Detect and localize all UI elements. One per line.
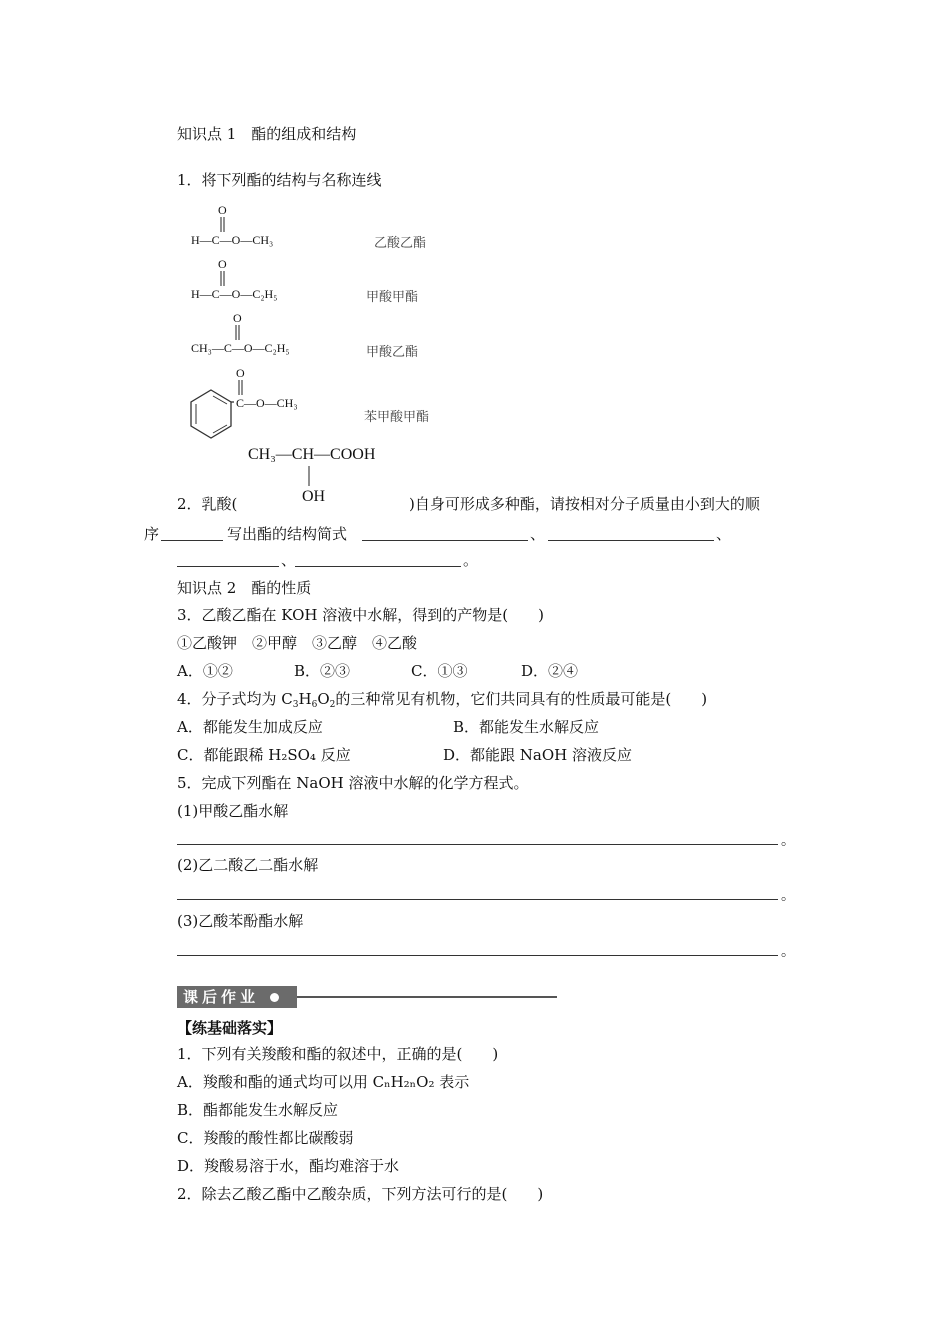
bond-line-icon xyxy=(306,466,312,486)
separator: 、 xyxy=(716,525,732,543)
option-b: B．都能发生水解反应 xyxy=(453,718,600,736)
line-end: 。 xyxy=(781,888,795,904)
lactic-acid-main: CH₃—CH—COOH xyxy=(248,446,376,463)
option-a: A．都能发生加成反应 xyxy=(177,718,323,736)
banner-divider xyxy=(297,996,557,998)
option-a: A．①② xyxy=(177,662,233,680)
subsection-title: 【练基础落实】 xyxy=(177,1019,283,1037)
option-d: D．②④ xyxy=(521,662,579,680)
blank-line xyxy=(295,566,461,567)
question-1-text: 1．将下列酯的结构与名称连线 xyxy=(177,171,382,189)
answer-line[interactable] xyxy=(177,899,778,900)
formula-subscript: 6 xyxy=(311,700,318,710)
line-end: 。 xyxy=(781,944,795,960)
ester-name-4: 苯甲酸甲酯 xyxy=(364,410,430,425)
formula-element: O xyxy=(317,690,330,708)
question-4-prefix: 4．分子式均为 C xyxy=(177,690,293,708)
homework-banner xyxy=(177,986,297,1008)
blank-line xyxy=(362,540,528,541)
line-end: 。 xyxy=(463,551,479,569)
separator: 、 xyxy=(530,525,546,543)
structure-row: CH₃—C—O—C₂H₅ xyxy=(191,341,290,355)
question-2-line2-b: 写出酯的结构简式 xyxy=(227,525,348,543)
option-c: C．①③ xyxy=(411,662,468,680)
ester-name-2: 甲酸甲酯 xyxy=(366,290,419,305)
formula-element: H xyxy=(298,690,312,708)
question-2-part-b: )自身可形成多种酯，请按相对分子质量由小到大的顺 xyxy=(409,495,760,513)
benzene-ring-icon xyxy=(188,388,234,440)
separator: 、 xyxy=(281,551,297,569)
carbonyl-o: O xyxy=(233,311,242,325)
bullet-dot-icon xyxy=(270,993,279,1002)
answer-line[interactable] xyxy=(177,955,778,956)
line-end: 。 xyxy=(781,833,795,849)
formula-subscript: 2 xyxy=(329,700,336,710)
option-a: A．羧酸和酯的通式均可以用 CₙH₂ₙO₂ 表示 xyxy=(177,1073,470,1091)
ester-name-1: 乙酸乙酯 xyxy=(374,236,427,251)
question-5-part-3: (3)乙酸苯酚酯水解 xyxy=(177,912,304,930)
option-c: C．都能跟稀 H₂SO₄ 反应 xyxy=(177,746,351,764)
question-5-part-2: (2)乙二酸乙二酯水解 xyxy=(177,856,319,874)
formula-subscript: 3 xyxy=(292,700,299,710)
structure-row: H—C—O—CH₃ xyxy=(191,233,274,247)
ester-name-3: 甲酸乙酯 xyxy=(366,345,419,360)
structure-row: H—C—O—C₂H₅ xyxy=(191,287,278,301)
carbonyl-o: O xyxy=(236,366,245,380)
option-d: D．羧酸易溶于水，酯均难溶于水 xyxy=(177,1157,400,1175)
answer-line[interactable] xyxy=(177,844,778,845)
blank-line xyxy=(161,540,223,541)
carbonyl-o: O xyxy=(218,203,227,217)
homework-question-2-text: 2．除去乙酸乙酯中乙酸杂质，下列方法可行的是( ) xyxy=(177,1185,544,1203)
blank-line xyxy=(548,540,714,541)
question-5-part-1: (1)甲酸乙酯水解 xyxy=(177,802,289,820)
homework-question-1-text: 1．下列有关羧酸和酯的叙述中，正确的是( ) xyxy=(177,1045,499,1063)
homework-banner-label: 课后作业 xyxy=(183,988,260,1006)
question-3-items: ①乙酸钾 ②甲醇 ③乙醇 ④乙酸 xyxy=(177,634,418,652)
question-4-suffix: 的三种常见有机物，它们共同具有的性质最可能是( ) xyxy=(335,690,708,708)
question-3-text: 3．乙酸乙酯在 KOH 溶液中水解，得到的产物是( ) xyxy=(177,606,544,624)
blank-line xyxy=(177,566,279,567)
section-title-1: 知识点 1 酯的组成和结构 xyxy=(177,125,357,143)
double-bond-icon xyxy=(218,217,228,233)
option-d: D．都能跟 NaOH 溶液反应 xyxy=(443,746,633,764)
option-c: C．羧酸的酸性都比碳酸弱 xyxy=(177,1129,354,1147)
question-5-text: 5．完成下列酯在 NaOH 溶液中水解的化学方程式。 xyxy=(177,774,529,792)
section-title-2: 知识点 2 酯的性质 xyxy=(177,579,312,597)
option-b: B．②③ xyxy=(294,662,351,680)
question-4-text xyxy=(177,689,707,709)
structure-row: C—O—CH₃ xyxy=(236,396,298,410)
carbonyl-o: O xyxy=(218,257,227,271)
double-bond-icon xyxy=(218,271,228,287)
option-b: B．酯都能发生水解反应 xyxy=(177,1101,339,1119)
lactic-acid-oh: OH xyxy=(302,488,326,505)
question-2-line2-a: 序 xyxy=(144,525,160,543)
double-bond-icon xyxy=(236,380,246,396)
double-bond-icon xyxy=(233,325,243,341)
question-2-part-a: 2．乳酸( xyxy=(177,495,238,513)
